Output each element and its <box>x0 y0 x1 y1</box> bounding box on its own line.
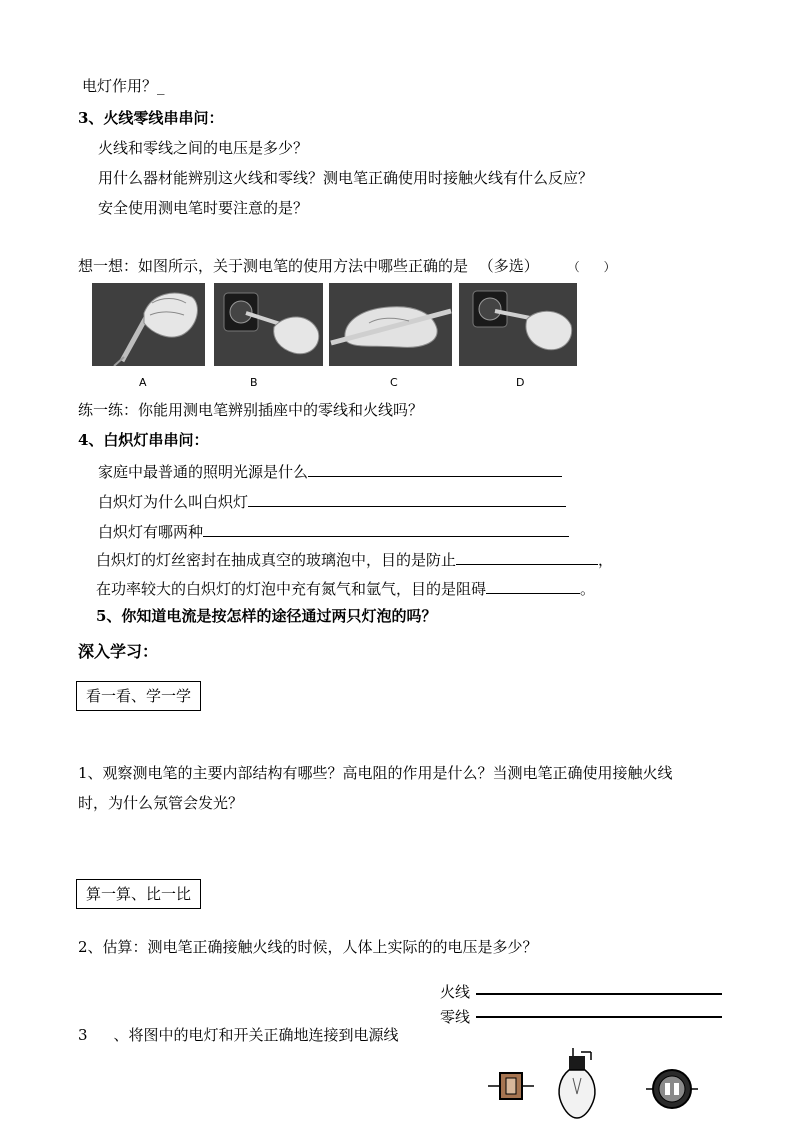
neutral-wire-label: 零线 <box>440 1008 471 1026</box>
question-connect <box>78 1025 399 1045</box>
figure-b-photo <box>214 283 323 366</box>
answer-parentheses: （ ） <box>567 260 616 274</box>
practice-question: 练一练：你能用测电笔辨别插座中的零线和火线吗？ <box>78 401 424 419</box>
answer-blank[interactable] <box>308 460 562 477</box>
section-box-look-learn: 看一看、学一学 <box>76 681 201 711</box>
live-wire-label: 火线 <box>440 983 471 1001</box>
answer-blank[interactable] <box>456 548 598 565</box>
think-question-text: 想一想：如图所示，关于测电笔的使用方法中哪些正确的是 <box>78 257 469 275</box>
figure-d-caption: D <box>516 376 525 389</box>
question-vacuum <box>96 548 613 570</box>
question-tester: 用什么器材能辨别这火线和零线？测电笔正确使用时接触火线有什么反应？ <box>98 169 594 187</box>
question-light-source-text: 家庭中最普通的照明光源是什么 <box>98 463 309 481</box>
question-light-source <box>98 460 562 482</box>
question-why-named-text: 白炽灯为什么叫白炽灯 <box>98 493 249 511</box>
answer-blank[interactable] <box>248 490 566 507</box>
question-estimate-voltage: 2、估算：测电笔正确接触火线的时候，人体上实际的的电压是多少？ <box>78 938 538 956</box>
question-tester-structure-1: 1、观察测电笔的主要内部结构有哪些？高电阻的作用是什么？当测电笔正确使用接触火线 <box>78 764 673 782</box>
question-gas-filled <box>96 577 595 599</box>
switch-icon <box>488 1068 534 1104</box>
socket-icon <box>646 1068 698 1110</box>
figure-b-caption: B <box>250 376 258 389</box>
heading-live-neutral: 3、火线零线串串问： <box>78 109 224 127</box>
question-safety: 安全使用测电笔时要注意的是？ <box>98 199 309 217</box>
question-gas-filled-text: 在功率较大的白炽灯的灯泡中充有氮气和氩气，目的是阻碍 <box>96 580 487 598</box>
section-box-calc-compare: 算一算、比一比 <box>76 879 201 909</box>
neutral-wire-line <box>476 1016 722 1018</box>
question-two-types <box>98 520 569 542</box>
light-bulb-icon <box>555 1048 599 1120</box>
line-lamp-function: 电灯作用？_ <box>82 77 165 95</box>
live-wire-line <box>476 993 722 995</box>
figure-c-photo <box>329 283 452 366</box>
question-current-path: 5、你知道电流是按怎样的途径通过两只灯泡的吗？ <box>96 607 437 625</box>
question-connect-text: 、将图中的电灯和开关正确地连接到电源线 <box>113 1026 399 1044</box>
question-why-named <box>98 490 566 512</box>
answer-blank[interactable] <box>486 577 580 594</box>
answer-blank[interactable] <box>203 520 569 537</box>
heading-incandescent: 4、白炽灯串串问： <box>78 431 209 449</box>
punctuation: ， <box>598 551 614 569</box>
think-question <box>78 256 616 277</box>
section-deep-learning: 深入学习： <box>78 642 159 661</box>
punctuation: 。 <box>580 580 596 598</box>
figure-d-photo <box>459 283 577 366</box>
question-tester-structure-2: 时，为什么氖管会发光？ <box>78 794 244 812</box>
question-two-types-text: 白炽灯有哪两种 <box>98 523 204 541</box>
question-vacuum-text: 白炽灯的灯丝密封在抽成真空的玻璃泡中，目的是防止 <box>96 551 457 569</box>
figure-a-photo <box>92 283 205 366</box>
multi-choice-note: （多选） <box>478 257 539 275</box>
question-voltage: 火线和零线之间的电压是多少？ <box>98 139 309 157</box>
question-connect-number: 3 <box>78 1026 88 1044</box>
figure-c-caption: C <box>390 376 398 389</box>
figure-a-caption: A <box>139 376 147 389</box>
